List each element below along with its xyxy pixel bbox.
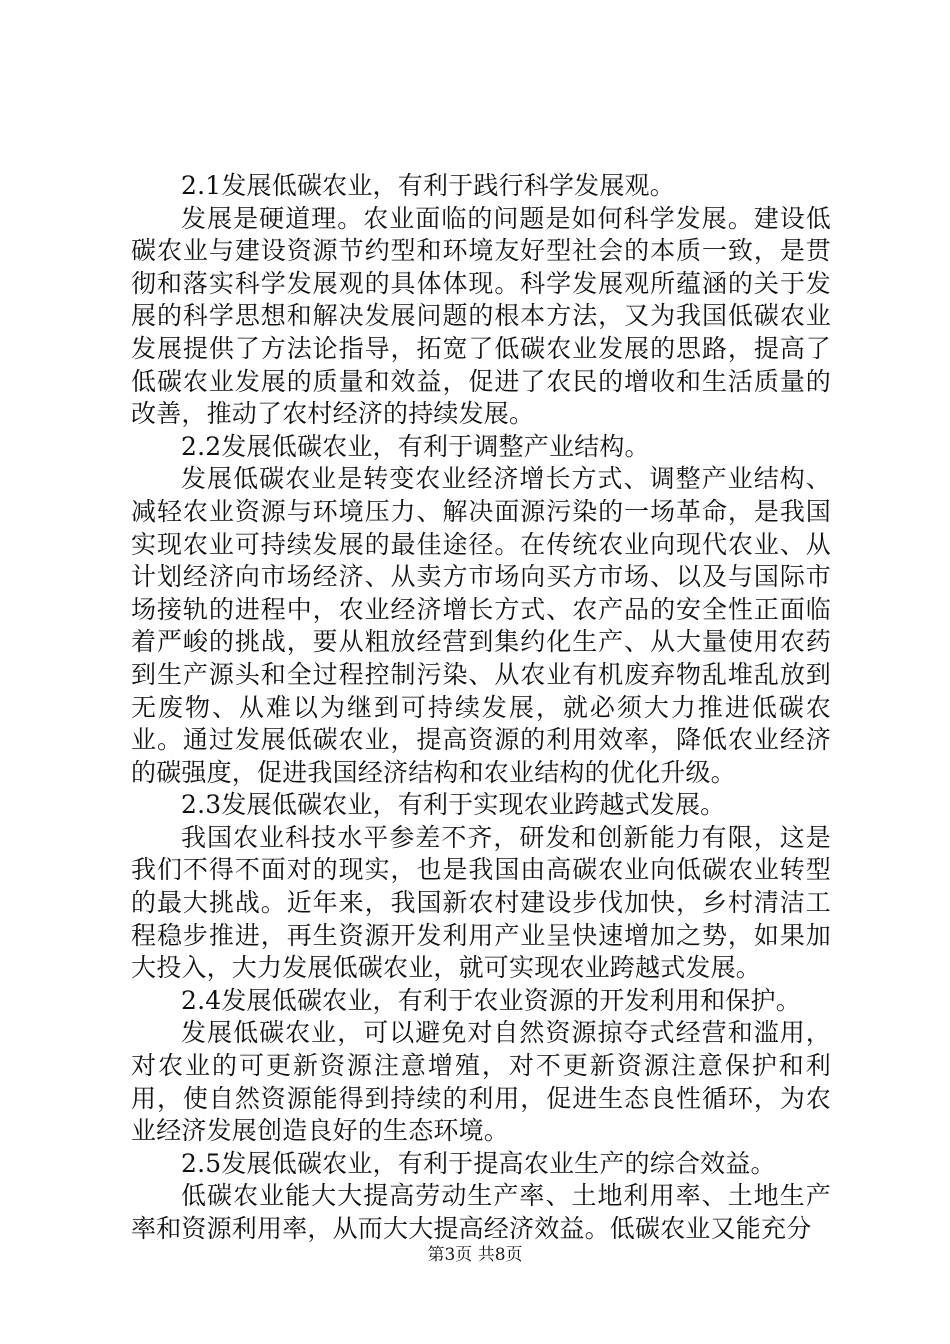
section-paragraph-2-5: 低碳农业能大大提高劳动生产率、土地利用率、土地生产率和资源利用率，从而大大提高经济效益。低碳农业又能充分 [131, 1181, 831, 1243]
section-heading-2-5: 2.5发展低碳农业，有利于提高农业生产的综合效益。 [181, 1148, 776, 1178]
section-heading-2-3: 2.3发展低碳农业，有利于实现农业跨越式发展。 [181, 790, 726, 820]
section-heading-2-2: 2.2发展低碳农业，有利于调整产业结构。 [181, 431, 650, 461]
section-paragraph-2-4: 发展低碳农业，可以避免对自然资源掠夺式经营和滥用，对农业的可更新资源注意增殖，对不更新资源注意保护和利用，使自然资源能得到持续的利用，促进生态良性循环，为农业经济发展创造良好的生态环境。 [131, 1018, 831, 1146]
section-paragraph-2-1: 发展是硬道理。农业面临的问题是如何科学发展。建设低碳农业与建设资源节约型和环境友好型社会的本质一致，是贯彻和落实科学发展观的具体体现。科学发展观所蕴涵的关于发展的科学思想和解决发展问题的根本方法，又为我国低碳农业发展提供了方法论指导，拓宽了低碳农业发展的思路，提高了低碳农业发展的质量和效益，促进了农民的增收和生活质量的改善，推动了农村经济的持续发展。 [131, 203, 831, 429]
section-paragraph-2-2: 发展低碳农业是转变农业经济增长方式、调整产业结构、减轻农业资源与环境压力、解决面源污染的一场革命，是我国实现农业可持续发展的最佳途径。在传统农业向现代农业、从计划经济向市场经济、从卖方市场向买方市场、以及与国际市场接轨的进程中，农业经济增长方式、农产品的安全性正面临着严峻的挑战，要从粗放经营到集约化生产、从大量使用农药到生产源头和全过程控制污染、从农业有机废弃物乱堆乱放到无废物、从难以为继到可持续发展，就必须大力推进低碳农业。通过发展低碳农业，提高资源的利用效率，降低农业经济的碳强度，促进我国经济结构和农业结构的优化升级。 [131, 464, 831, 787]
page-number-footer: 第3页 共8页 [427, 1245, 523, 1265]
document-body [131, 170, 831, 1246]
section-paragraph-2-3: 我国农业科技水平参差不齐，研发和创新能力有限，这是我们不得不面对的现实，也是我国由高碳农业向低碳农业转型的最大挑战。近年来，我国新农村建设步伐加快，乡村清洁工程稳步推进，再生资源开发利用产业呈快速增加之势，如果加大投入，大力发展低碳农业，就可实现农业跨越式发展。 [131, 822, 831, 983]
section-heading-2-4: 2.4发展低碳农业，有利于农业资源的开发利用和保护。 [181, 985, 801, 1015]
section-heading-2-1: 2.1发展低碳农业，有利于践行科学发展观。 [181, 171, 675, 200]
